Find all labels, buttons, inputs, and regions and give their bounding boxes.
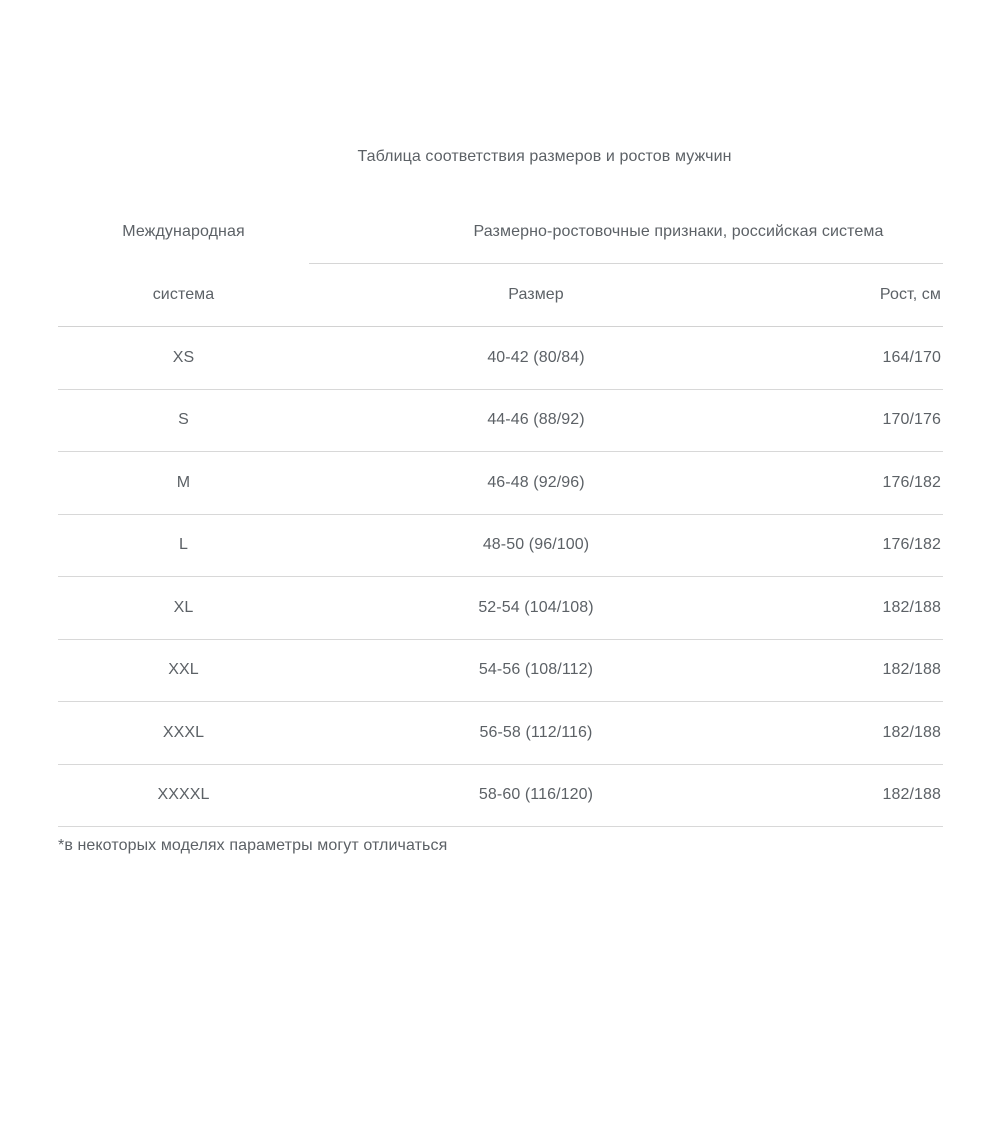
cell-height: 182/188 bbox=[763, 702, 943, 765]
size-table-body bbox=[58, 327, 943, 827]
cell-international-size: M bbox=[58, 452, 309, 515]
size-chart-page bbox=[0, 148, 1000, 855]
cell-height: 182/188 bbox=[763, 764, 943, 827]
cell-russian-size: 48-50 (96/100) bbox=[309, 514, 763, 577]
cell-international-size: S bbox=[58, 389, 309, 452]
table-row bbox=[58, 577, 943, 640]
cell-height: 182/188 bbox=[763, 577, 943, 640]
cell-russian-size: 56-58 (112/116) bbox=[309, 702, 763, 765]
cell-height: 176/182 bbox=[763, 514, 943, 577]
cell-russian-size: 52-54 (104/108) bbox=[309, 577, 763, 640]
page-title: Таблица соответствия размеров и ростов мужчин bbox=[357, 148, 732, 165]
size-table bbox=[58, 201, 943, 827]
cell-international-size: XXXL bbox=[58, 702, 309, 765]
table-row bbox=[58, 764, 943, 827]
cell-height: 182/188 bbox=[763, 639, 943, 702]
cell-height: 170/176 bbox=[763, 389, 943, 452]
cell-international-size: XXXXL bbox=[58, 764, 309, 827]
cell-russian-size: 46-48 (92/96) bbox=[309, 452, 763, 515]
header-size-column: Размер bbox=[309, 264, 763, 327]
header-russian-system-group: Размерно-ростовочные признаки, российская система bbox=[309, 201, 943, 264]
table-row bbox=[58, 327, 943, 390]
table-row bbox=[58, 702, 943, 765]
cell-height: 164/170 bbox=[763, 327, 943, 390]
cell-russian-size: 54-56 (108/112) bbox=[309, 639, 763, 702]
cell-international-size: XL bbox=[58, 577, 309, 640]
table-row bbox=[58, 639, 943, 702]
cell-international-size: XXL bbox=[58, 639, 309, 702]
cell-international-size: XS bbox=[58, 327, 309, 390]
size-table-header bbox=[58, 201, 943, 327]
table-row bbox=[58, 452, 943, 515]
cell-russian-size: 40-42 (80/84) bbox=[309, 327, 763, 390]
header-international-line1: Международная bbox=[122, 223, 245, 241]
table-row bbox=[58, 389, 943, 452]
header-row-columns bbox=[58, 264, 943, 327]
header-international-line2: система bbox=[58, 264, 309, 327]
table-row bbox=[58, 514, 943, 577]
header-height-column: Рост, см bbox=[763, 264, 943, 327]
cell-russian-size: 58-60 (116/120) bbox=[309, 764, 763, 827]
footnote: *в некоторых моделях параметры могут отличаться bbox=[58, 837, 448, 854]
cell-russian-size: 44-46 (88/92) bbox=[309, 389, 763, 452]
cell-international-size: L bbox=[58, 514, 309, 577]
header-row-group bbox=[58, 201, 943, 264]
cell-height: 176/182 bbox=[763, 452, 943, 515]
